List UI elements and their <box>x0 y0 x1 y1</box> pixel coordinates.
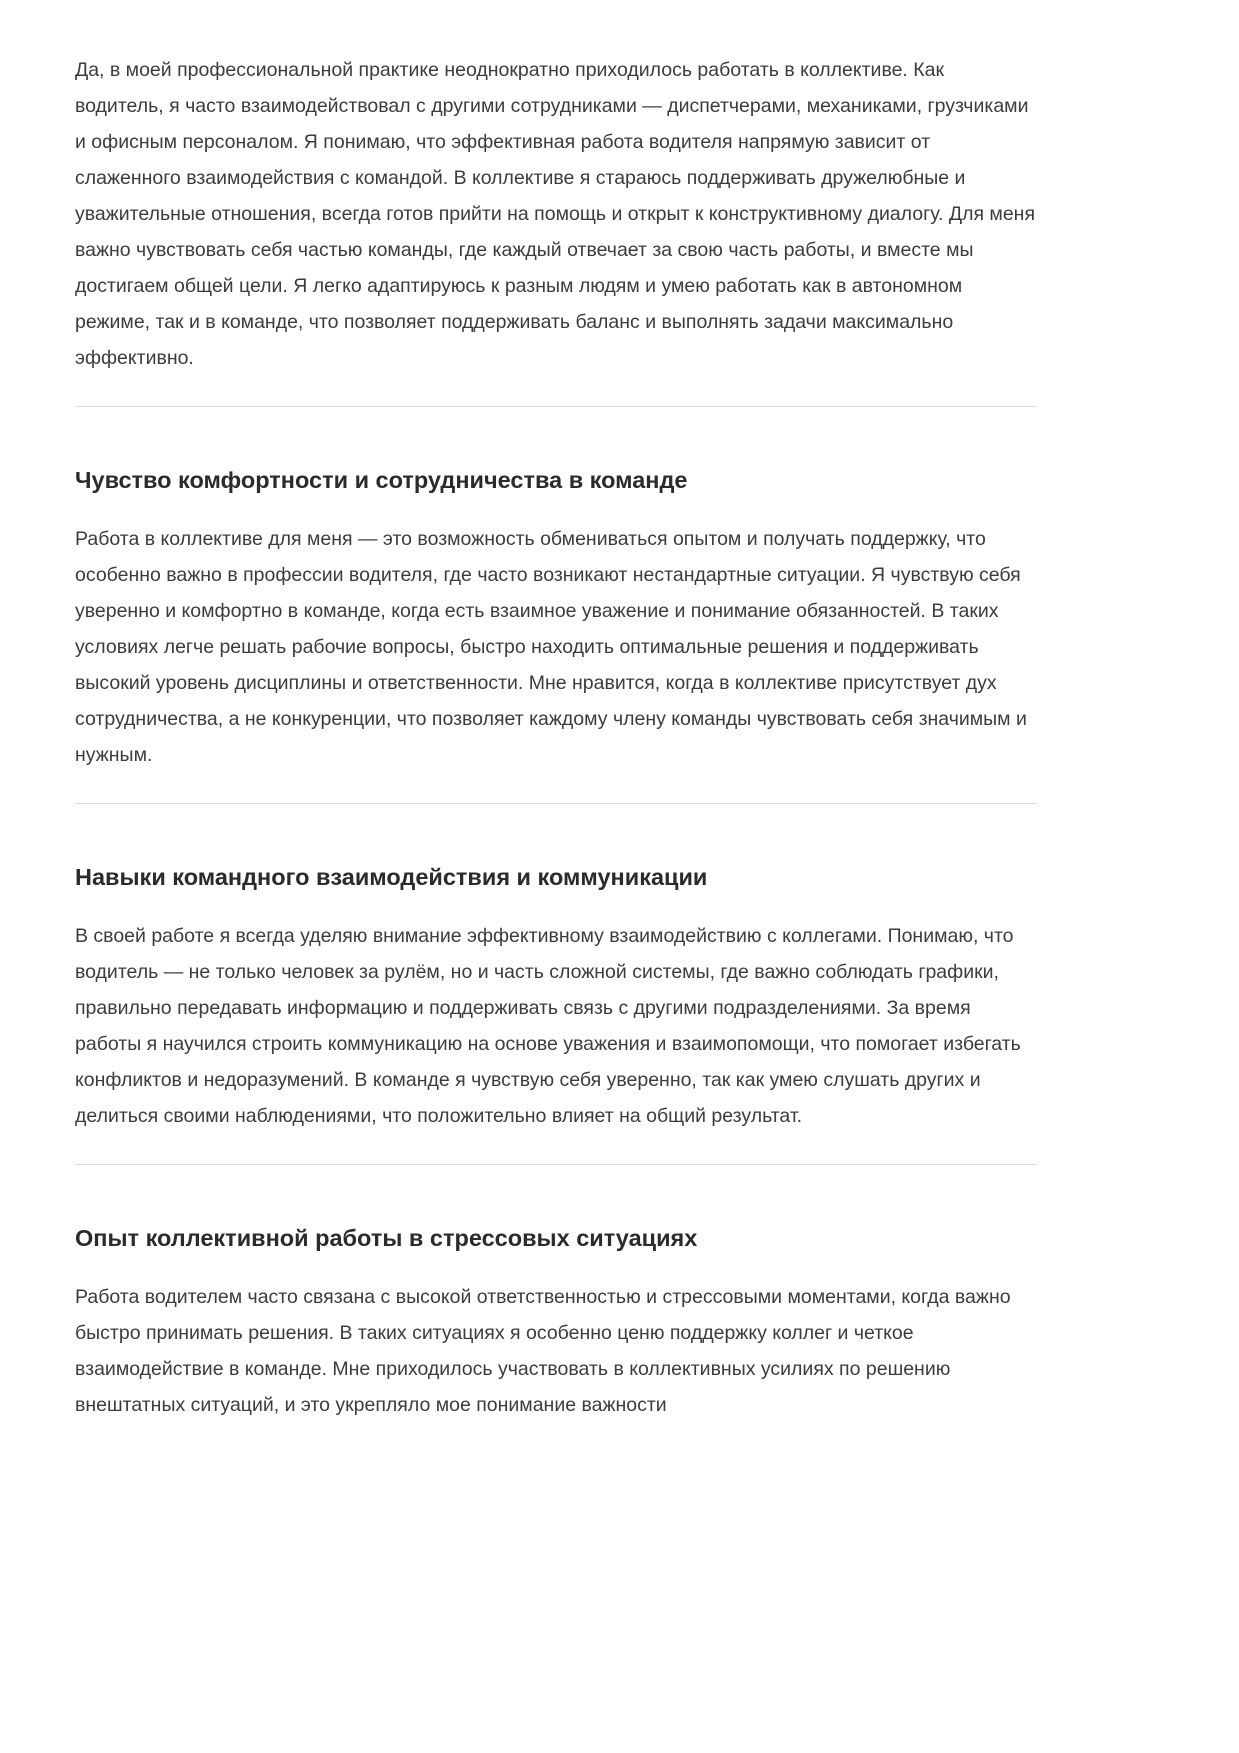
section-heading: Навыки командного взаимодействия и коммуникации <box>75 864 708 890</box>
section-paragraph: Работа в коллективе для меня — это возможность обмениваться опытом и получать поддержку, что особенно важно в профессии водителя, где часто возникают нестандартные ситуации. Я чувствую себя уверенно и комфортно в команде, когда есть взаимное уважение и понимание обязанностей. В таких условиях легче решать рабочие вопросы, быстро находить оптимальные решения и поддерживать высокий уровень дисциплины и ответственности. Мне нравится, когда в коллективе присутствует дух сотрудничества, а не конкуренции, что позволяет каждому члену команды чувствовать себя значимым и нужным. <box>75 528 1027 766</box>
section-paragraph: Работа водителем часто связана с высокой ответственностью и стрессовыми моментами, когда важно быстро принимать решения. В таких ситуациях я особенно ценю поддержку коллег и четкое взаимодействие в команде. Мне приходилось участвовать в коллективных усилиях по решению внештатных ситуаций, и это укрепляло мое понимание важности <box>75 1286 1011 1416</box>
section-heading: Опыт коллективной работы в стрессовых ситуациях <box>75 1225 698 1251</box>
section-paragraph: В своей работе я всегда уделяю внимание эффективному взаимодействию с коллегами. Понимаю, что водитель — не только человек за рулём, но и часть сложной системы, где важно соблюдать графики, правильно передавать информацию и поддерживать связь с другими подразделениями. За время работы я научился строить коммуникацию на основе уважения и взаимопомощи, что помогает избегать конфликтов и недоразумений. В команде я чувствую себя уверенно, так как умею слушать других и делиться своими наблюдениями, что положительно влияет на общий результат. <box>75 925 1021 1127</box>
section-divider <box>75 406 1037 407</box>
section-divider <box>75 803 1037 804</box>
section-heading: Чувство комфортности и сотрудничества в команде <box>75 467 688 493</box>
intro-paragraph: Да, в моей профессиональной практике неоднократно приходилось работать в коллективе. Как водитель, я часто взаимодействовал с другими сотрудниками — диспетчерами, механиками, грузчиками и офисным персоналом. Я понимаю, что эффективная работа водителя напрямую зависит от слаженного взаимодействия с командой. В коллективе я стараюсь поддерживать дружелюбные и уважительные отношения, всегда готов прийти на помощь и открыт к конструктивному диалогу. Для меня важно чувствовать себя частью команды, где каждый отвечает за свою часть работы, и вместе мы достигаем общей цели. Я легко адаптируюсь к разным людям и умею работать как в автономном режиме, так и в команде, что позволяет поддерживать баланс и выполнять задачи максимально эффективно. <box>75 59 1036 369</box>
section-divider <box>75 1164 1037 1165</box>
